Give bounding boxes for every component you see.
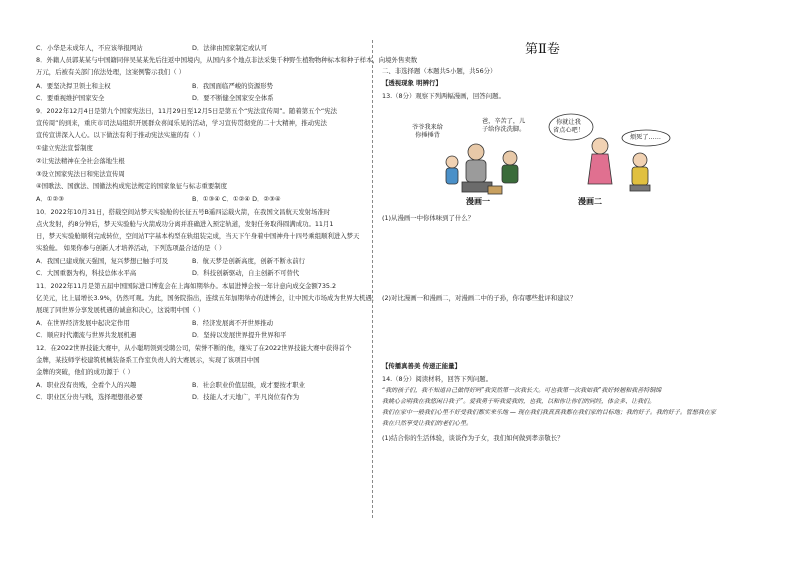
question-line: 宣传周”的到来，重庆市司法局组织开展群众喜闻乐见的活动，学习宣传贯彻党的二十大精神，推动宪法: [36, 119, 327, 127]
question-line: 实验舱。 如果你参与创新人才培养活动，下列选项最合适的是（ ）: [36, 244, 226, 252]
option-text: D．法律由国家制定或认可: [192, 44, 268, 52]
option-text: D．科技创新驱动，自主创新不可替代: [192, 269, 300, 277]
question-line: 10．2022年10月31日，搭载空间站梦天实验舱的长征五号B遥四运载火箭，在我国文昌航天发射场准时: [36, 208, 331, 216]
bubble-text: 爸，辛苦了，儿: [482, 118, 526, 125]
question-line: ②让宪法精神在全社会落地生根: [36, 157, 125, 165]
material-line: “我的孩子们，我不知道自己做得好吗”我突然第一次我长大。可也我第一次我如我”我好转翘和我善特铜绵: [382, 387, 662, 394]
question-line: ①建立宪法宣誓制度: [36, 144, 93, 152]
question-line: C．顺应时代潮流与世界共发展机遇: [36, 331, 137, 339]
question-line: 日，梦天实验舱顺利完成转位，空间站T字基本构型在轨组装完成，当天下午身着中国神舟十四号乘组顺利进入梦天: [36, 232, 360, 240]
option-text: D．坚持以发展世界提升世界和平: [192, 331, 287, 339]
question-line: 亿美元，比上届增长3.9%，仍然可观。为此，国务院指出，连续五年加期举办的进博会，让中国大市场成为世界大机遇，: [36, 294, 379, 302]
question-14: 14.（8分）阅读材料，回答下列问题。: [382, 375, 493, 383]
option-text: B．经济发展离不开世界推动: [192, 319, 274, 327]
cartoon-illustration: [412, 112, 676, 206]
speech-bubble-4: 烦死了……: [630, 134, 661, 141]
question-line: 9．2022年12月4日是第九个国家宪法日，11月29日至12月5日是第五个“宪法宣传周”。随着第五个“宪法: [36, 107, 337, 115]
speech-bubble-2: [482, 118, 525, 133]
question-line: C．职业区分贵与贱，选择理想很必要: [36, 393, 143, 401]
subsection-title: 【透视现象 明辨行】: [382, 79, 442, 87]
option-text: B．社会职业价值层级，成才要按才职业: [192, 381, 306, 389]
question-line: A．在世界经济发展中起决定作用: [36, 319, 130, 327]
option-text: D．技能人才天地广，平凡岗位有作为: [192, 393, 300, 401]
option-text: B．我国面临严峻的资源形势: [192, 82, 274, 90]
grandfather-figure: [462, 144, 492, 192]
teen-figure: [630, 153, 650, 191]
question-line: C．大国重器为构，科技总体水平高: [36, 269, 137, 277]
subsection-title: 【传播真善美 传递正能量】: [382, 362, 461, 370]
question-line: 11．2022年11月是第五届中国国际进口博览会在上海如期举办。本届进博会按一年计意向成交金额735.2: [36, 282, 337, 290]
question-line: ③设立国家宪法日和宪法宣传周: [36, 170, 125, 178]
section-title: 二、非选择题（本题共5小题，共56分）: [382, 67, 497, 75]
cartoon-caption-2: 漫画二: [578, 197, 602, 206]
bubble-text: 你就让我: [556, 119, 581, 126]
material-line: 我在只然享受让我们的老们心里。: [382, 420, 473, 427]
material-line: 我们在家中一般我们心里不好受我们都实来乐地 — 现在我们我真真我都在我们家的目标地；我的好子。我的好子。管想我在家: [382, 409, 716, 416]
question-13-1: (1)从漫画一中你体味到了什么？: [382, 214, 475, 222]
question-line: C．小华是未成年人，不应该举报网站: [36, 44, 143, 52]
question-line: 12．在2022世界技能大赛中，从小聪明领到受聘公司，荣誉不断的他，继实了在2022世界技能大赛中获得首个: [36, 344, 352, 352]
material-line: 我姚心会明我在我悠闲日我子”。爱我勇于听我爱我的，也我，以和你让你们的同经，体会多、让我们。: [382, 398, 656, 405]
cartoon-drawing: [418, 112, 676, 206]
question-13: 13.（8分）观察下列两幅漫画，回答问题。: [382, 92, 505, 100]
child-figure: [446, 156, 458, 184]
question-13-2: (2)对比漫画一和漫画二，对漫画二中的子孙，你有哪些批评和建议？: [382, 294, 577, 302]
question-line: A．要坚决捍卫领土和主权: [36, 82, 111, 90]
question-line: 金牌的突破，他们的成功源于（ ）: [36, 368, 134, 376]
option-text: B．①③④ C．①②④ D．②③④: [192, 195, 281, 203]
bubble-text: 省点心吧！: [553, 126, 584, 134]
question-line: 万元，后被有关部门依法处理，这案例警示我们（ ）: [36, 68, 186, 76]
bubble-text: 子给你洗洗脚。: [482, 125, 526, 133]
column-divider: [372, 40, 373, 518]
mother-figure: [588, 138, 612, 184]
volume-title: 第Ⅱ卷: [525, 42, 560, 57]
question-line: 点火发射，约8分钟后，梦天实验舱与火箭成功分离并准确进入预定轨道，发射任务取得圆满成功。11月1: [36, 220, 334, 228]
question-14-1: (1)结合你的生活体验，谈谈作为子女，我们如何做到孝亲敬长？: [382, 434, 564, 442]
question-line: 宣传宣讲深入人心。以下做法有利于推动宪法实施的有（ ）: [36, 131, 205, 139]
bubble-text: 你捶捶背: [415, 131, 440, 139]
option-text: B．航天梦是创新高度，创新不断永前行: [192, 257, 306, 265]
question-line: C．要重视维护国家安全: [36, 94, 105, 102]
question-line: A．职业没有贵贱，全看个人的兴趣: [36, 381, 137, 389]
speech-bubble-1: [412, 124, 443, 139]
question-line: 展现了同世界分享发展机遇的诚意和决心，这说明中国（ ）: [36, 306, 205, 314]
father-figure: [488, 151, 518, 194]
question-line: 8．外籍人员郭某某与中国籍同伴吴某某先后往返中国境内，从国内多个地点非法采集千种野生植物物种标本和种子样本，向境外售卖数: [36, 56, 418, 64]
question-line: 金牌，某技师学校建筑机械装备系工作室负责人的大赛展示，实现了该项目中国: [36, 356, 260, 364]
question-line: ④国歌法、国旗法、国徽法构成宪法规定的国家象征与标志重要制度: [36, 182, 228, 190]
question-line: A．我国已建成航天强国，复兴梦想已触手可及: [36, 257, 169, 265]
cartoon-caption-1: 漫画一: [466, 197, 490, 206]
question-line: A．①②③: [36, 195, 64, 203]
speech-bubble-3: [553, 119, 584, 134]
bubble-text: 爷爷我来给: [412, 124, 443, 131]
option-text: D．要不断健全国家安全体系: [192, 94, 274, 102]
